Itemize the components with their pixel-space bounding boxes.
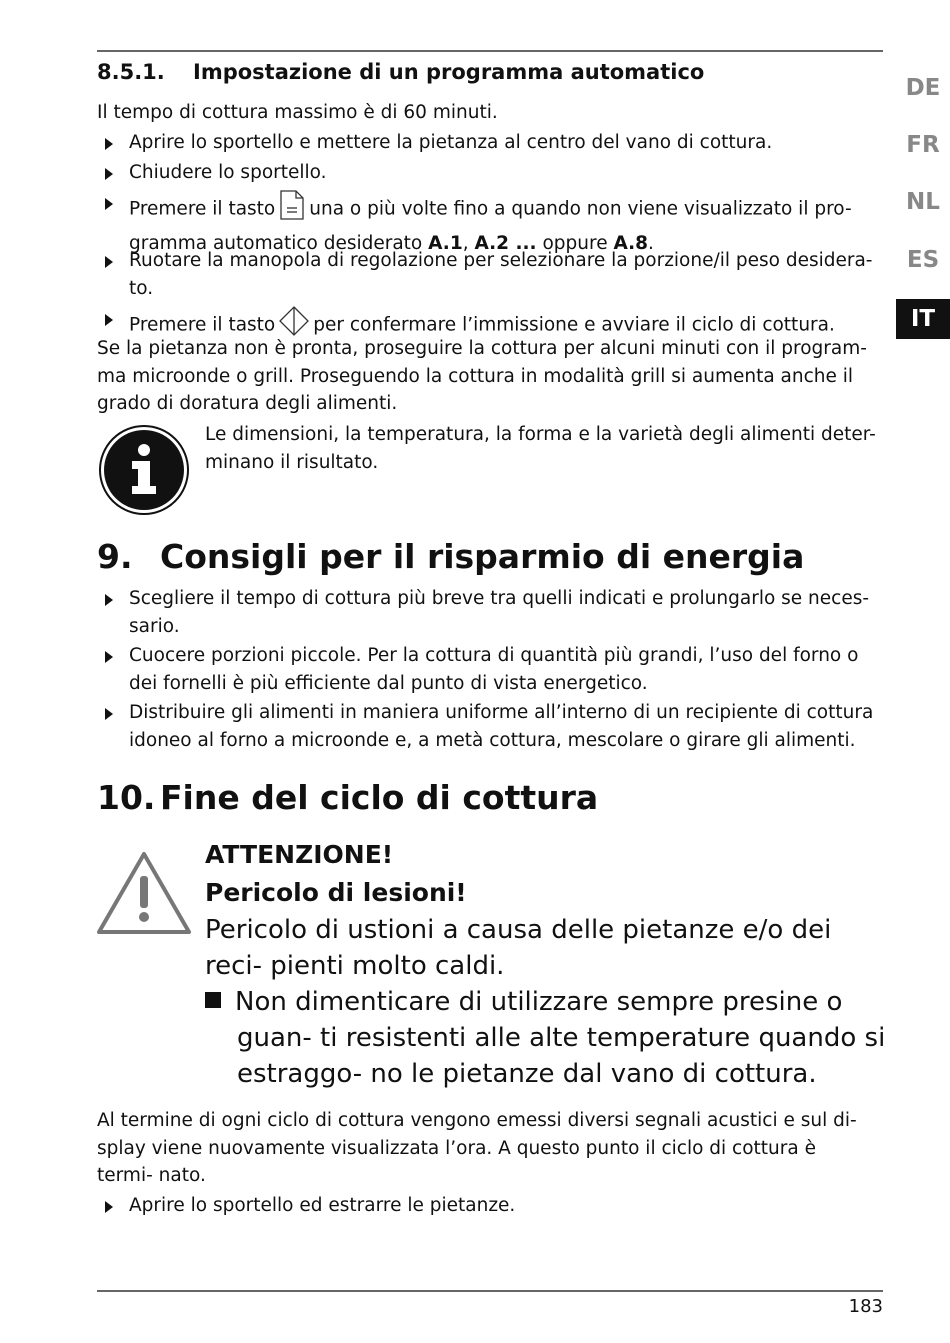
- warning-triangle-icon: [96, 850, 192, 940]
- lang-tab-nl[interactable]: NL: [906, 189, 940, 215]
- section-851-heading: [97, 60, 704, 84]
- section-9-item-3: Distribuire gli alimenti in maniera uniforme all’interno di un recipiente di cottura idoneo al forno a microonde e, a metà cottura, mescolare o girare gli alimenti.: [97, 699, 882, 754]
- lang-tab-it[interactable]: IT: [896, 299, 950, 339]
- section-9-heading: [97, 537, 804, 577]
- section-10-title: Fine del ciclo di cottura: [160, 778, 599, 817]
- bullet-triangle-icon: [105, 594, 113, 606]
- section-851-title: Impostazione di un programma automatico: [193, 60, 705, 84]
- section-10-text: Al termine di ogni ciclo di cottura vengono emessi diversi segnali acustici e sul di- splay viene nuovamente visualizzata l’ora. A questo punto il ciclo di cottura è termi- nato.: [97, 1110, 857, 1186]
- info-icon: [98, 424, 190, 520]
- bottom-rule: [97, 1290, 883, 1292]
- step-2: Chiudere lo sportello.: [97, 159, 882, 187]
- bullet-triangle-icon: [105, 314, 113, 326]
- bullet-triangle-icon: [105, 1201, 113, 1213]
- section-9-item-2: Cuocere porzioni piccole. Per la cottura di quantità più grandi, l’uso del forno o dei fornelli è più efficiente dal punto di vista energetico.: [97, 642, 882, 697]
- lang-tab-de[interactable]: DE: [905, 75, 941, 101]
- section-9-item-1: Scegliere il tempo di cottura più breve tra quelli indicati e prolungarlo se neces- sario.: [97, 585, 882, 640]
- section-10-heading: [97, 778, 598, 818]
- top-rule: [97, 50, 883, 52]
- lang-tab-fr[interactable]: FR: [906, 132, 940, 158]
- warning-title: ATTENZIONE!: [205, 840, 394, 869]
- info-note: Le dimensioni, la temperatura, la forma e la varietà degli alimenti deter- minano il risultato.: [205, 424, 876, 473]
- section-851-intro: Il tempo di cottura massimo è di 60 minuti.: [97, 102, 498, 123]
- step-4: Ruotare la manopola di regolazione per selezionare la porzione/il peso desidera- to.: [97, 247, 882, 302]
- section-10-number: 10.: [97, 778, 156, 817]
- warning-block: [205, 836, 885, 1092]
- page-number: 183: [848, 1296, 883, 1317]
- section-10-step: Aprire lo sportello ed estrarre le pietanze.: [97, 1192, 882, 1220]
- step-3: Premere il tasto una o più volte fino a quando non viene visualizzato il pro- gramma automatico desiderato A.1, A.2 ... oppure A.8.: [97, 189, 882, 257]
- bullet-triangle-icon: [105, 708, 113, 720]
- bullet-triangle-icon: [105, 651, 113, 663]
- bullet-triangle-icon: [105, 168, 113, 180]
- bullet-triangle-icon: [105, 256, 113, 268]
- warning-subtitle: Pericolo di lesioni!: [205, 878, 467, 907]
- bullet-triangle-icon: [105, 138, 113, 150]
- section-9-number: 9.: [97, 537, 133, 576]
- lang-tab-es[interactable]: ES: [906, 247, 940, 273]
- step-1: Aprire lo sportello e mettere la pietanza al centro del vano di cottura.: [97, 129, 882, 157]
- bullet-triangle-icon: [105, 198, 113, 210]
- section-851-number: 8.5.1.: [97, 60, 165, 84]
- warning-item: Non dimenticare di utilizzare sempre presine o guan- ti resistenti alle alte temperature quando si estraggo- no le pietanze dal vano di cottura.: [205, 984, 887, 1092]
- section-851-after: Se la pietanza non è pronta, proseguire la cottura per alcuni minuti con il program- ma microonde o grill. Proseguendo la cottura in modalità grill si aumenta anche il grado di doratura degli alimenti.: [97, 338, 867, 414]
- warning-text: Pericolo di ustioni a causa delle pietanze e/o dei reci- pienti molto caldi.: [205, 915, 832, 981]
- menu-button-icon: [278, 189, 306, 230]
- square-bullet-icon: [205, 992, 221, 1008]
- section-9-title: Consigli per il risparmio di energia: [160, 537, 805, 576]
- step-5: Premere il tasto per confermare l’immissione e avviare il ciclo di cottura.: [97, 305, 882, 346]
